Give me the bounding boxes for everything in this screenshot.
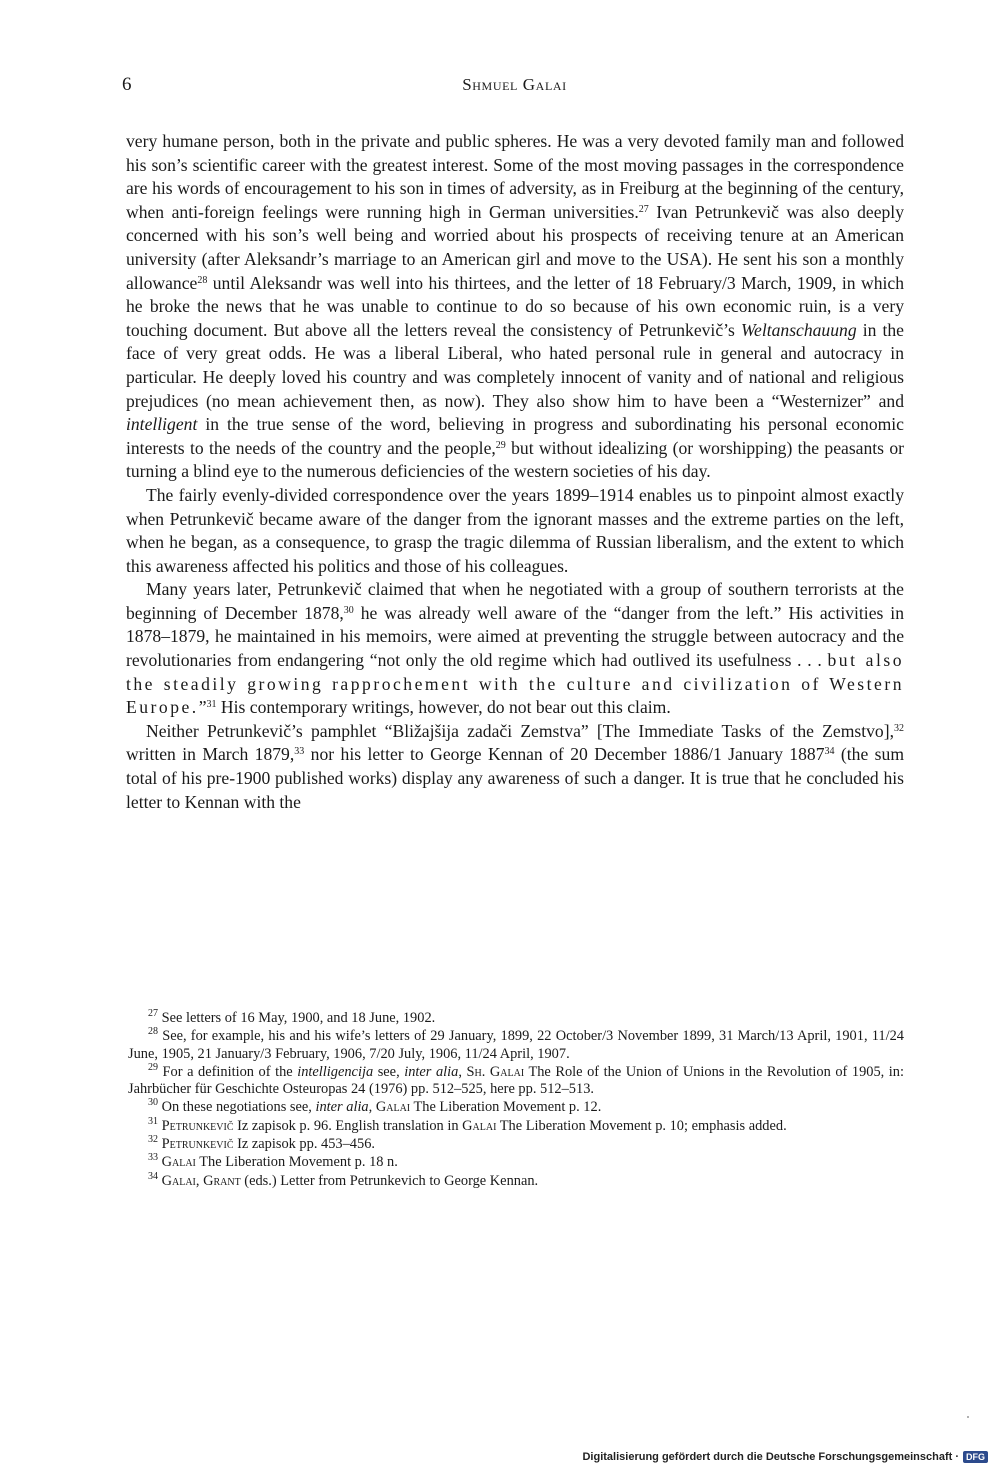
credit-text: Digitalisierung gefördert durch die Deutsche Forschungsgemeinschaft · [582,1451,959,1463]
running-title: Shmuel Galai [462,75,567,94]
paragraph: The fairly evenly-divided correspondence over the years 1899–1914 enables us to pinpoint almost exactly when Petrunkevič became aware of the danger from the ignorant masses and the extreme parties on the left, when he began, as a consequence, to grasp the tragic dilemma of Russian liberalism, and the extent to which this awareness affected his politics and those of his colleagues. [126,484,904,576]
footnote: $^{30}$ On these negotiations see, inter alia, Galai The Liberation Movement p. 12. [148,1097,602,1116]
footnote: $^{32}$ Petrunkevič Iz zapisok pp. 453–456. [148,1134,375,1153]
footnote: $^{33}$ Galai The Liberation Movement p. 18 n. [148,1152,398,1171]
paragraph: Many years later, Petrunkevič claimed that when he negotiated with a group of southern terrorists at the beginning of December 1878,30 he was already well aware of the “danger from the left.” His activities in 1878–1879, he maintained in his memoirs, were aimed at preventing the struggle between autocracy and the revolutionaries from endangering “not only the old regime which had outlived its usefulness . . . but also the steadily growing rapprochement with the culture and civilization of Western Europe.”$^{31}$ His contemporary writings, however, do not bear out this claim. [126,579,904,718]
footnote: $^{29}$ For a definition of the intelligencija see, inter alia, Sh. Galai The Role of the Union of Unions in the Revolution of 1905, in: Jahrbücher für Geschichte Osteuropas 24 (1976) pp. 512–525, here pp. 512–513. [128,1061,904,1098]
digitization-credit [582,1451,988,1463]
paragraph: very humane person, both in the private and public spheres. He was a very devoted family man and followed his son’s scientific career with the greatest interest. Some of the most moving passages in the correspondence are his words of encouragement to his son in times of adversity, as in Freiburg at the beginning of the century, when anti-foreign feelings were running high in German universities.$^{27}$ Ivan Petrunkevič was also deeply concerned with his son’s well being and worried about his prospects of receiving tenure at an American university (after Aleksandr’s marriage to an American girl and move to the USA). He sent his son a monthly allowance$^{28}$ until Aleksandr was well into his thirtees, and the letter of 18 February/3 March, 1909, in which he broke the news that he was unable to continue to do so because of his own economic ruin, is a very touching document. But above all the letters reveal the consistency of Petrunkevič’s Weltanschauung in the face of very great odds. He was a liberal Liberal, who hated personal rule in general and autocracy in particular. He deeply loved his country and was completely innocent of vanity and of national and religious prejudices (no mean achievement then, as now). They also show him to have been a “Westernizer” and intelligent in the true sense of the word, believing in progress and subordinating his personal economic interests to the needs of the country and the people,$^{29}$ but without idealizing (or worshipping) the peasants or turning a blind eye to the numerous deficiencies of the western societies of his day. [126,131,904,482]
footnote: $^{31}$ Petrunkevič Iz zapisok p. 96. English translation in Galai The Liberation Movement p. 10; emphasis added. [148,1115,787,1134]
running-head [122,74,907,102]
dfg-logo: DFG [963,1451,988,1463]
footnote: $^{34}$ Galai, Grant (eds.) Letter from Petrunkevich to George Kennan. [148,1170,539,1189]
footnote: $^{27}$ See letters of 16 May, 1900, and 18 June, 1902. [148,1008,436,1026]
body-text [126,130,904,814]
scan-speck [967,1416,969,1418]
footnote: $^{28}$ See, for example, his and his wife’s letters of 29 January, 1899, 22 October/3 November 1899, 31 March/13 April, 1901, 11/24 June, 1905, 21 January/3 February, 1906, 7/20 July, 1906, 11/24 April, 1907. [128,1026,904,1062]
paragraph: Neither Petrunkevič’s pamphlet “Bližajšija zadači Zemstva” [The Immediate Tasks of the Zemstvo],$^{32}$ written in March 1879,33 nor his letter to George Kennan of 20 December 1886/1 January 1887$^{34}$ (the sum total of his pre-1900 published works) display any awareness of such a danger. It is true that he concluded his letter to Kennan with the [126,720,905,812]
footnotes [128,1010,904,1191]
page-number: 6 [122,74,132,95]
